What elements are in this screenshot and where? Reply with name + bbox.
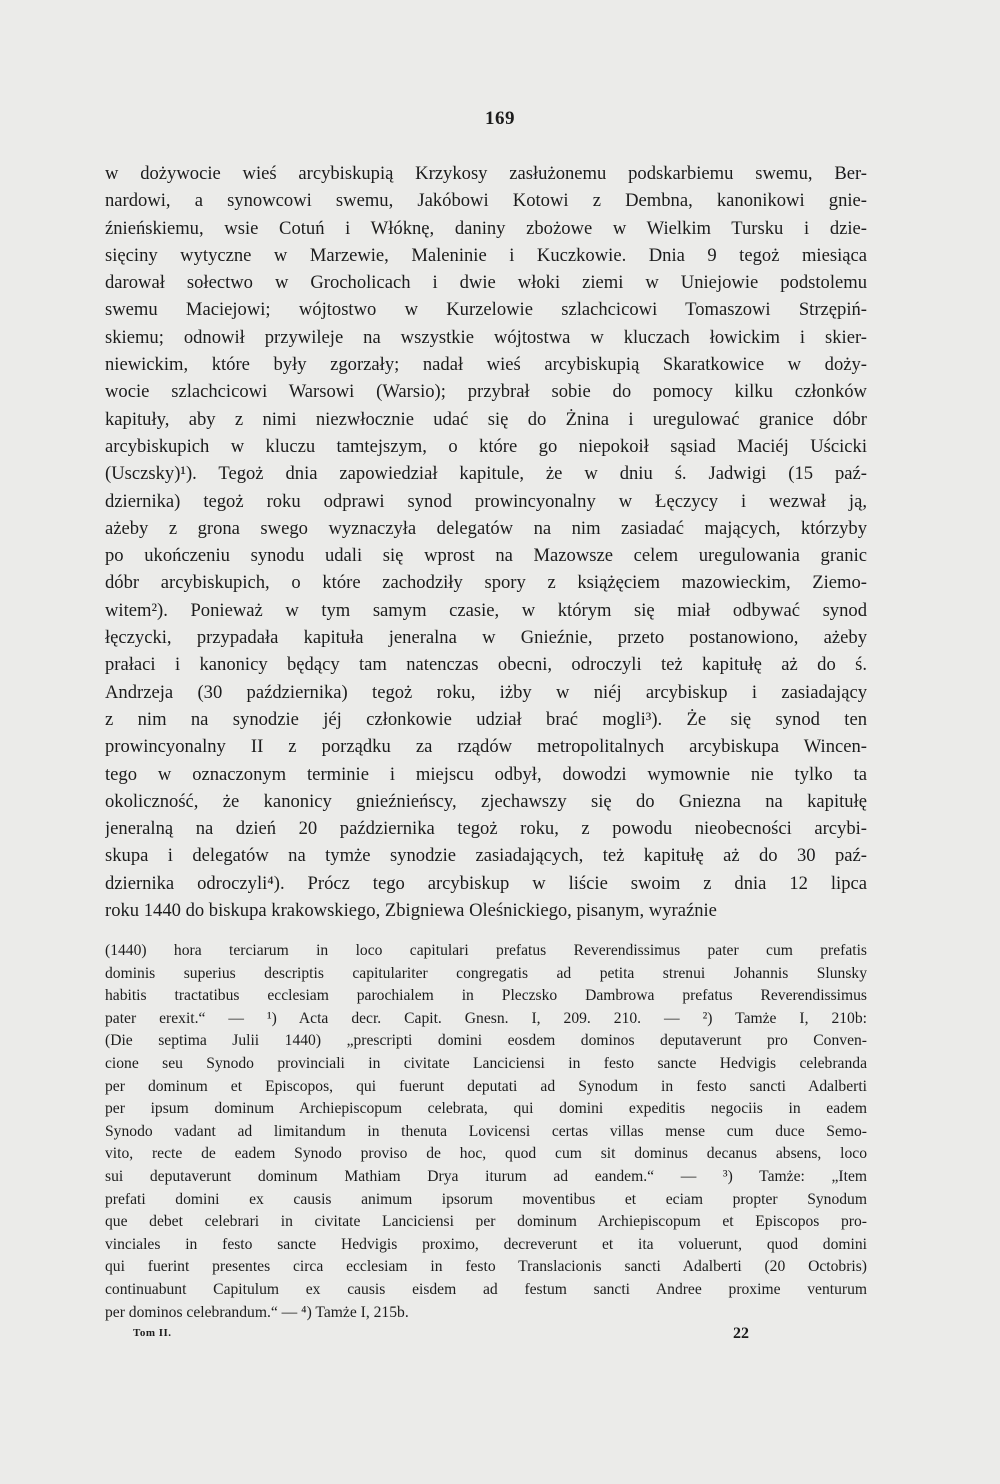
- footnote-line: vinciales in festo sancte Hedvigis proximo, decreverunt et ita voluerunt, quod domini: [105, 1235, 867, 1253]
- footnote-line: que debet celebrari in civitate Lanciciensi per dominum Archiepiscopum et Episcopos pro-: [105, 1213, 867, 1231]
- text-line: skiemu; odnowił przywileje na wszystkie wójtostwa w kluczach łowickim i skier-: [105, 326, 867, 348]
- text-line: tego w oznaczonym terminie i miejscu odbył, dowodzi wymownie nie tylko ta: [105, 763, 867, 785]
- page-number: 169: [485, 108, 515, 129]
- text-line: okoliczność, że kanonicy gnieźnieńscy, zjechawszy się do Gniezna na kapitułę: [105, 790, 867, 812]
- text-line: dziernika) tegoż roku odprawi synod prowincyonalny w Łęczycy i wezwał ją,: [105, 490, 867, 512]
- footnote-line: sui deputaverunt dominum Mathiam Drya iturum ad eandem.“ — ³) Tamże: „Item: [105, 1167, 867, 1185]
- text-line: dóbr arcybiskupich, o które zachodziły spory z książęciem mazowieckim, Ziemo-: [105, 572, 867, 594]
- text-line: po ukończeniu synodu udali się wprost na Mazowsze celem uregulowania granic: [105, 545, 867, 567]
- footnote-line: vito, recte de eadem Synodo proviso de hoc, quod cum sit dominus decanus absens, loco: [105, 1145, 867, 1163]
- text-line: prowincyonalny II z porządku za rządów metropolitalnych arcybiskupa Wincen-: [105, 736, 867, 758]
- text-line: łęczycki, przypadała kapituła jeneralna w Gnieźnie, przeto postanowiono, ażeby: [105, 627, 867, 649]
- footnote-line: cione seu Synodo provinciali in civitate Lanciciensi in festo sancte Hedvigis celebranda: [105, 1054, 867, 1072]
- footnote-line: (1440) hora terciarum in loco capitulari prefatus Reverendissimus pater cum prefatis: [105, 942, 867, 959]
- text-line: ażeby z grona swego wyznaczyła delegatów na nim zasiadać mających, którzyby: [105, 517, 867, 539]
- text-line: dziernika odroczyli⁴). Prócz tego arcybiskup w liście swoim z dnia 12 lipca: [105, 872, 867, 894]
- footnote-line: (Die septima Julii 1440) „prescripti domini eosdem dominos deputaverunt pro Conven-: [105, 1032, 867, 1050]
- text-line: Andrzeja (30 października) tegoż roku, iżby w niéj arcybiskup i zasiadający: [105, 681, 867, 703]
- text-line: swemu Maciejowi; wójtostwo w Kurzelowie szlachcicowi Tomaszowi Strzępiń-: [105, 299, 867, 321]
- text-line: jeneralną na dzień 20 października tegoż roku, z powodu nieobecności arcybi-: [105, 818, 867, 840]
- footnote-line: per dominum et Episcopos, qui fuerunt deputati ad Synodum in festo sancti Adalberti: [105, 1077, 867, 1095]
- footnote-line: continuabunt Capitulum ex causis eisdem ad festum sancti Andree proxime venturum: [105, 1280, 867, 1298]
- text-line: niewickim, które były zgorzały; nadał wieś arcybiskupią Skaratkowice w doży-: [105, 354, 867, 376]
- text-line: prałaci i kanonicy będący tam natenczas obecni, odroczyli też kapitułę aż do ś.: [105, 654, 867, 676]
- footnote-line: per ipsum dominum Archiepiscopum celebrata, qui domini expeditis negociis in eadem: [105, 1100, 867, 1118]
- text-line: w dożywocie wieś arcybiskupią Krzykosy zasłużonemu podskarbiemu swemu, Ber-: [105, 163, 867, 184]
- text-line: arcybiskupich w kluczu tamtejszym, o które go niepokoił sąsiad Maciéj Uścicki: [105, 435, 867, 457]
- text-line: nardowi, a synowcowi swemu, Jakóbowi Kotowi z Dembna, kanonikowi gnie-: [105, 190, 867, 212]
- text-line: roku 1440 do biskupa krakowskiego, Zbigniewa Oleśnickiego, pisanym, wyraźnie: [105, 900, 717, 922]
- text-line: skupa i delegatów na tymże synodzie zasiadających, też kapitułę aż do 30 paź-: [105, 845, 867, 867]
- signature-mark: 22: [733, 1325, 749, 1342]
- text-line: (Usczsky)¹). Tegoż dnia zapowiedział kapitule, że w dniu ś. Jadwigi (15 paź-: [105, 463, 867, 485]
- text-line: sięciny wytyczne w Marzewie, Maleninie i Kuczkowie. Dnia 9 tegoż miesiąca: [105, 244, 867, 266]
- footnote-line: per dominos celebrandum.“ — ⁴) Tamże I, 215b.: [105, 1303, 409, 1321]
- footnote-line: qui fuerint presentes circa ecclesiam in festo Translacionis sancti Adalberti (20 Octobris): [105, 1258, 867, 1276]
- footnotes: [105, 940, 867, 1324]
- main-text: [105, 160, 867, 924]
- footnote-line: habitis tractatibus ecclesiam parochialem in Pleczsko Dambrowa prefatus Reverendissimus: [105, 987, 867, 1005]
- text-line: darował sołectwo w Grocholicach i dwie włoki ziemi w Uniejowie podstolemu: [105, 272, 867, 294]
- text-line: wocie szlachcicowi Warsowi (Warsio); przybrał sobie do pomocy kilku członków: [105, 381, 867, 403]
- footnote-line: pater erexit.“ — ¹) Acta decr. Capit. Gnesn. I, 209. 210. — ²) Tamże I, 210b:: [105, 1009, 867, 1027]
- volume-label: Tom II.: [133, 1327, 172, 1339]
- footnote-line: dominis superius descriptis capitulariter congregatis ad petita strenui Johannis Slunsky: [105, 964, 867, 982]
- text-line: kapituły, aby z nimi niezwłocznie udać się do Żnina i uregulować granice dóbr: [105, 408, 867, 430]
- footnote-line: Synodo vadant ad limitandum in thenuta Lovicensi certas villas mense cum duce Semo-: [105, 1122, 867, 1140]
- text-line: witem²). Ponieważ w tym samym czasie, w którym się miał odbywać synod: [105, 599, 867, 621]
- text-line: źnieńskiemu, wsie Cotuń i Włóknę, daniny zbożowe w Wielkim Tursku i dzie-: [105, 217, 867, 239]
- footnote-line: prefati domini ex causis animum ipsorum moventibus et eciam propter Synodum: [105, 1190, 867, 1208]
- text-line: z nim na synodzie jéj członkowie udział brać mogli³). Że się synod ten: [105, 708, 867, 730]
